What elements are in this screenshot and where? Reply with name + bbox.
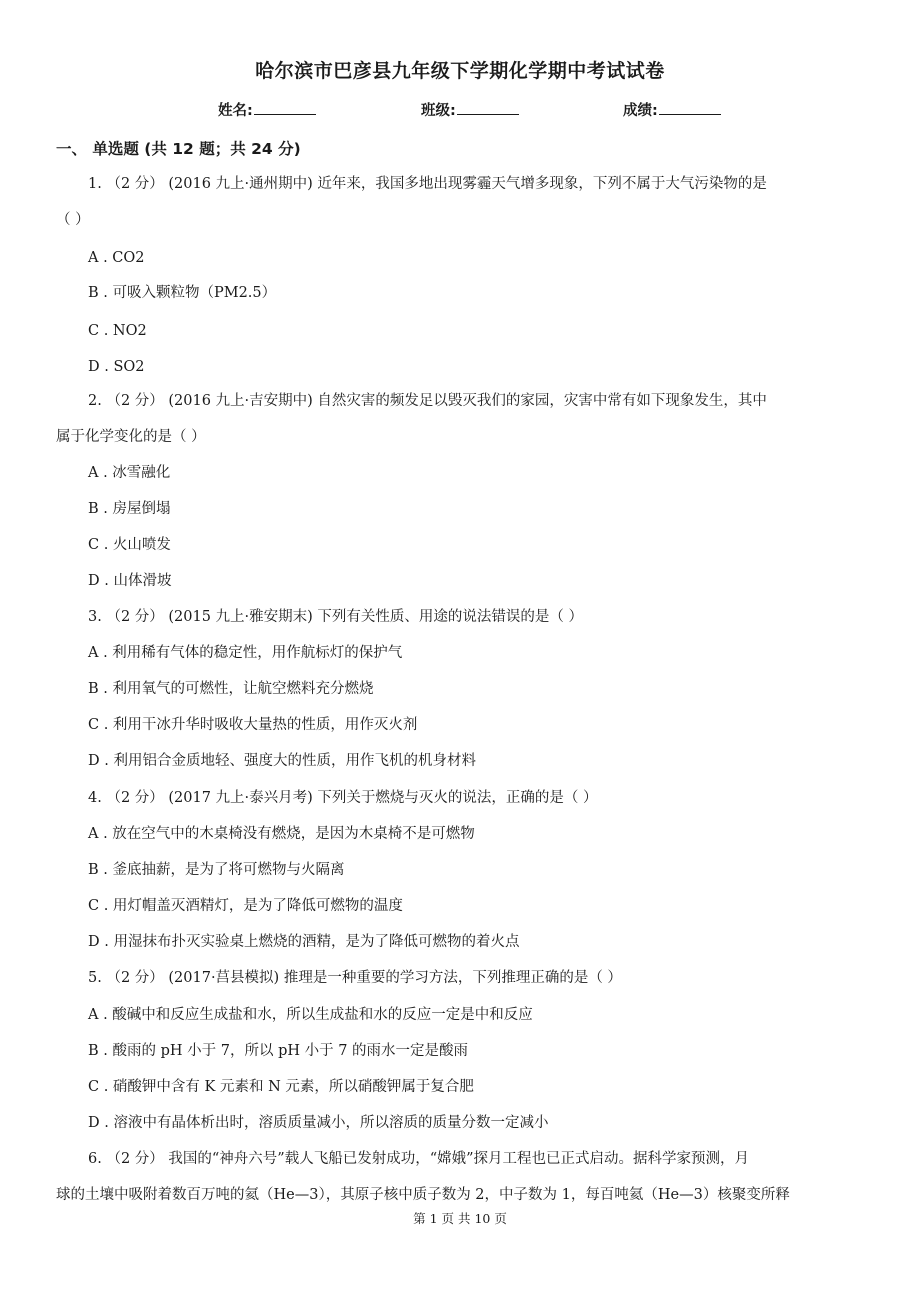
question-1-option-d: D . SO2: [88, 359, 145, 375]
question-5-option-d: D . 溶液中有晶体析出时，溶质质量减小，所以溶质的质量分数一定减小: [88, 1115, 549, 1131]
question-4-option-c: C . 用灯帽盖灭酒精灯，是为了降低可燃物的温度: [88, 898, 403, 914]
question-5-option-c: C . 硝酸钾中含有 K 元素和 N 元素，所以硝酸钾属于复合肥: [88, 1079, 474, 1095]
question-4-option-a: A . 放在空气中的木桌椅没有燃烧，是因为木桌椅不是可燃物: [88, 826, 475, 842]
question-5-text: 5. （2 分） (2017·莒县模拟) 推理是一种重要的学习方法，下列推理正确的是（ ）: [88, 970, 622, 986]
score-field[interactable]: [623, 99, 721, 120]
question-6-text-cont: 球的土壤中吸附着数百万吨的氦（He—3），其原子核中质子数为 2，中子数为 1，每百吨氦（He—3）核聚变所释: [56, 1187, 790, 1203]
question-1-option-a: A . CO2: [88, 250, 145, 266]
question-5-option-b: B . 酸雨的 pH 小于 7，所以 pH 小于 7 的雨水一定是酸雨: [88, 1043, 469, 1059]
question-4-text: 4. （2 分） (2017 九上·泰兴月考) 下列关于燃烧与灭火的说法，正确的是（ ）: [88, 790, 598, 806]
section-heading: 一、 单选题 (共 12 题；共 24 分): [56, 140, 301, 158]
class-field[interactable]: [421, 99, 519, 120]
question-1-option-c: C . NO2: [88, 323, 147, 339]
class-blank[interactable]: [457, 99, 519, 115]
question-1-option-b: B . 可吸入颗粒物（PM2.5）: [88, 285, 277, 301]
question-4-option-b: B . 釜底抽薪，是为了将可燃物与火隔离: [88, 862, 345, 878]
question-3-option-a: A . 利用稀有气体的稳定性，用作航标灯的保护气: [88, 645, 403, 661]
question-4-option-d: D . 用湿抹布扑灭实验桌上燃烧的酒精，是为了降低可燃物的着火点: [88, 934, 520, 950]
question-3-option-c: C . 利用干冰升华时吸收大量热的性质，用作灭火剂: [88, 717, 418, 733]
question-2-text-cont: 属于化学变化的是（ ）: [56, 429, 206, 445]
score-blank[interactable]: [659, 99, 721, 115]
question-3-option-b: B . 利用氧气的可燃性，让航空燃料充分燃烧: [88, 681, 374, 697]
question-2-option-d: D . 山体滑坡: [88, 573, 172, 589]
name-label: 姓名:: [218, 103, 253, 119]
question-1-text: 1. （2 分） (2016 九上·通州期中) 近年来，我国多地出现雾霾天气增多现象，下列不属于大气污染物的是: [88, 176, 767, 192]
question-5-option-a: A . 酸碱中和反应生成盐和水，所以生成盐和水的反应一定是中和反应: [88, 1007, 533, 1023]
question-2-option-a: A . 冰雪融化: [88, 465, 171, 481]
question-2-option-b: B . 房屋倒塌: [88, 501, 171, 517]
question-6-text: 6. （2 分） 我国的“神舟六号”载人飞船已发射成功，“嫦娥”探月工程也已正式启动。据科学家预测，月: [88, 1151, 750, 1167]
question-2-text: 2. （2 分） (2016 九上·吉安期中) 自然灾害的频发足以毁灭我们的家园，灾害中常有如下现象发生，其中: [88, 393, 767, 409]
question-2-option-c: C . 火山喷发: [88, 537, 171, 553]
question-1-text-cont: （ ）: [56, 212, 90, 228]
question-3-text: 3. （2 分） (2015 九上·雅安期末) 下列有关性质、用途的说法错误的是（ ）: [88, 609, 584, 625]
name-blank[interactable]: [254, 99, 316, 115]
name-field[interactable]: [218, 99, 316, 120]
question-3-option-d: D . 利用铝合金质地轻、强度大的性质，用作飞机的机身材料: [88, 753, 476, 769]
page-footer: 第 1 页 共 10 页: [413, 1211, 507, 1226]
score-label: 成绩:: [623, 103, 658, 119]
page-title: 哈尔滨市巴彦县九年级下学期化学期中考试试卷: [255, 60, 665, 82]
student-info-row: [0, 99, 920, 121]
class-label: 班级:: [421, 103, 456, 119]
